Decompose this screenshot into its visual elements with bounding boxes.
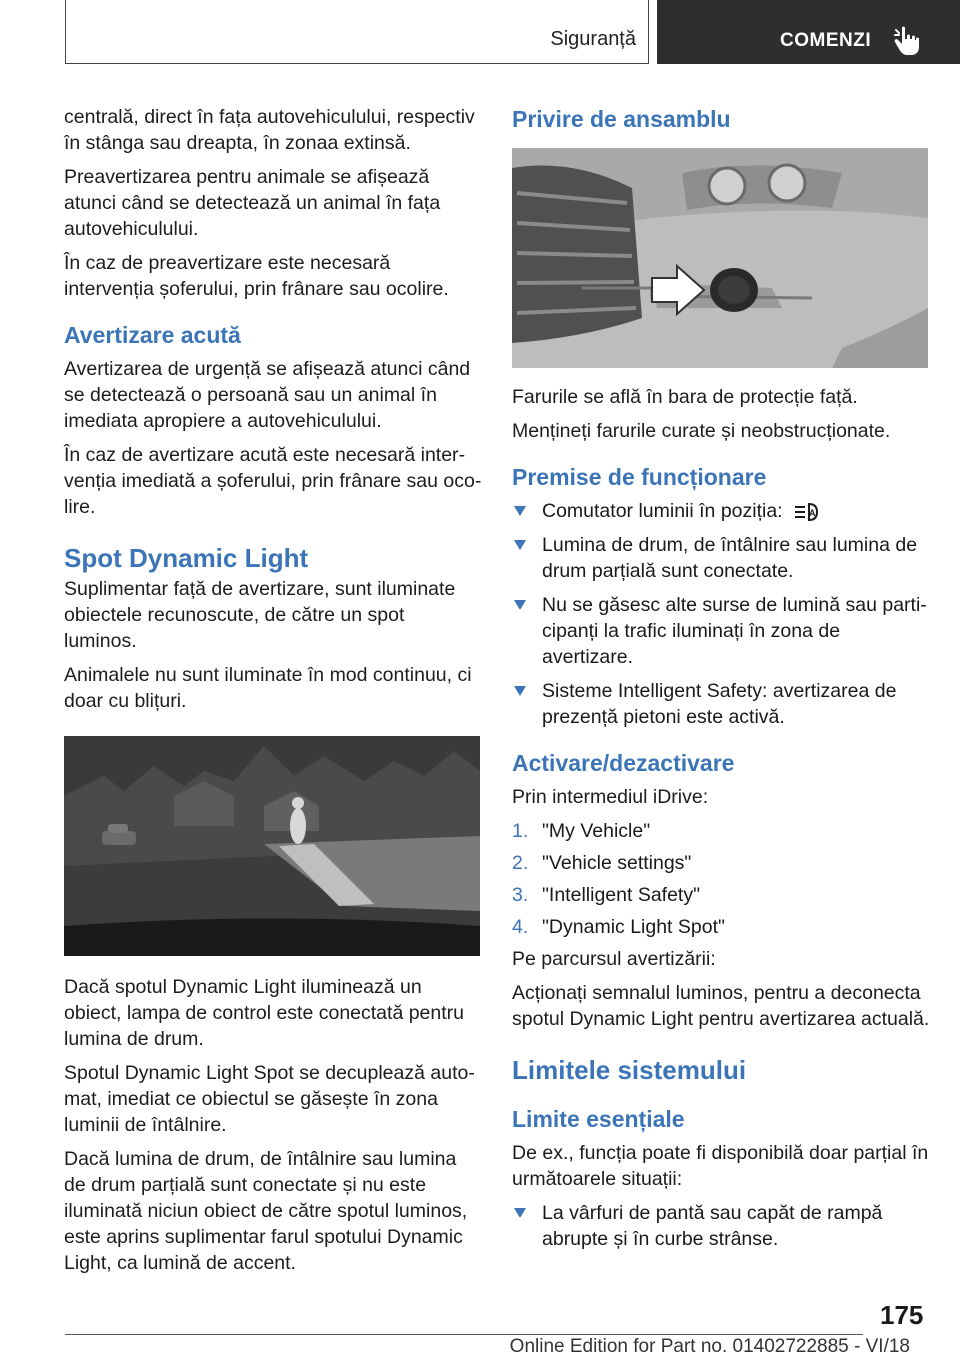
heading-system-limits: Limitele sistemului [512, 1055, 747, 1085]
paragraph: În caz de preavertizare este necesară intervenția șoferului, prin frânare sau ocolire. [64, 252, 449, 300]
idrive-steps [512, 818, 932, 940]
list-item: Lumina de drum, de întâlnire sau lumina de drum parțială sunt conectate. [512, 532, 932, 584]
list-item: 1. "My Vehicle" [512, 820, 651, 842]
header-right-border [648, 0, 649, 64]
bullet-triangle-icon [514, 1208, 526, 1218]
edition-info: Online Edition for Part no. 01402722885 - VI/18 [509, 1336, 910, 1357]
chapter-tab-label: COMENZI [780, 30, 872, 51]
svg-text:A: A [808, 507, 816, 518]
heading-prerequisites: Premise de funcționare [512, 464, 767, 490]
list-item: Sisteme Intelligent Safety: avertizarea de prezență pietoni este activă. [512, 678, 932, 730]
header-rule [65, 63, 649, 64]
list-item: 2. "Vehicle settings" [512, 852, 692, 874]
list-item: 3. "Intelligent Safety" [512, 884, 701, 906]
heading-spot-dynamic-light: Spot Dynamic Light [64, 543, 309, 573]
paragraph: Dacă spotul Dynamic Light iluminează un obiect, lampa de control este conectată pentru lumina de drum. [64, 976, 464, 1050]
paragraph: Acționați semnalul luminos, pentru a deconecta spotul Dynamic Light pentru avertizarea actuală. [512, 982, 930, 1030]
heading-overview: Privire de ansamblu [512, 106, 731, 132]
limits-list [512, 1200, 932, 1252]
paragraph: Farurile se află în bara de protecție față. [512, 386, 858, 408]
left-column [64, 104, 482, 1284]
heading-acute-warning: Avertizare acută [64, 322, 241, 348]
page-number: 175 [880, 1300, 924, 1330]
paragraph: Avertizarea de urgență se afișează atunci când se detectează o persoană sau un animal în imediata apropiere a autovehiculului. [64, 358, 471, 432]
high-beam-auto-icon [789, 501, 821, 523]
paragraph: centrală, direct în fața autovehiculului, respectiv în stânga sau dreapta, în zonaa extinsă. [64, 106, 475, 154]
night-road-illustration [64, 736, 480, 956]
list-item: Comutator luminii în poziția: A [512, 498, 932, 524]
paragraph: Mențineți farurile curate și neobstrucționate. [512, 420, 891, 442]
paragraph: Suplimentar față de avertizare, sunt iluminate obiectele recunoscute, de către un spot luminos. [64, 578, 456, 652]
paragraph: Spotul Dynamic Light Spot se decuplează automat, imediat ce obiectul se găsește în zona luminii de întâlnire. [64, 1062, 475, 1136]
heading-essential-limits: Limite esențiale [512, 1106, 685, 1132]
paragraph: Dacă lumina de drum, de întâlnire sau lumina de drum parțială sunt conectate și nu este iluminată niciun obiect de către spotul luminos, este aprins suplimentar farul spotului Dynamic Light, ca lumină de accent. [64, 1148, 468, 1274]
list-item: Nu se găsesc alte surse de lumină sau participanți la trafic iluminați în zona de avertizare. [512, 592, 932, 670]
paragraph: În caz de avertizare acută este necesară intervenția imediată a șoferului, prin frânare sau ocolire. [64, 444, 482, 518]
list-item: La vârfuri de pantă sau capăt de rampă abrupte și în curbe strânse. [512, 1200, 932, 1252]
header-left-border [65, 0, 66, 64]
paragraph: Preavertizarea pentru animale se afișează atunci când se detectează un animal în fața autovehiculului. [64, 166, 441, 240]
list-item: 4. "Dynamic Light Spot" [512, 916, 725, 938]
footer-rule [65, 1334, 863, 1335]
paragraph: Pe parcursul avertizării: [512, 948, 716, 970]
heading-activation: Activare/dezactivare [512, 750, 735, 776]
bullet-triangle-icon [514, 686, 526, 696]
bullet-triangle-icon [514, 540, 526, 550]
paragraph: Prin intermediul iDrive: [512, 786, 709, 808]
bullet-triangle-icon [514, 506, 526, 516]
paragraph: De ex., funcția poate fi disponibilă doar parțial în următoarele situații: [512, 1142, 929, 1190]
paragraph: Animalele nu sunt iluminate în mod continuu, ci doar cu blițuri. [64, 664, 472, 712]
prerequisites-list [512, 498, 932, 730]
bullet-triangle-icon [514, 600, 526, 610]
section-title: Siguranță [550, 28, 636, 50]
right-column [512, 104, 932, 1260]
hand-pointer-icon [893, 24, 923, 56]
headlight-bumper-illustration [512, 148, 928, 368]
